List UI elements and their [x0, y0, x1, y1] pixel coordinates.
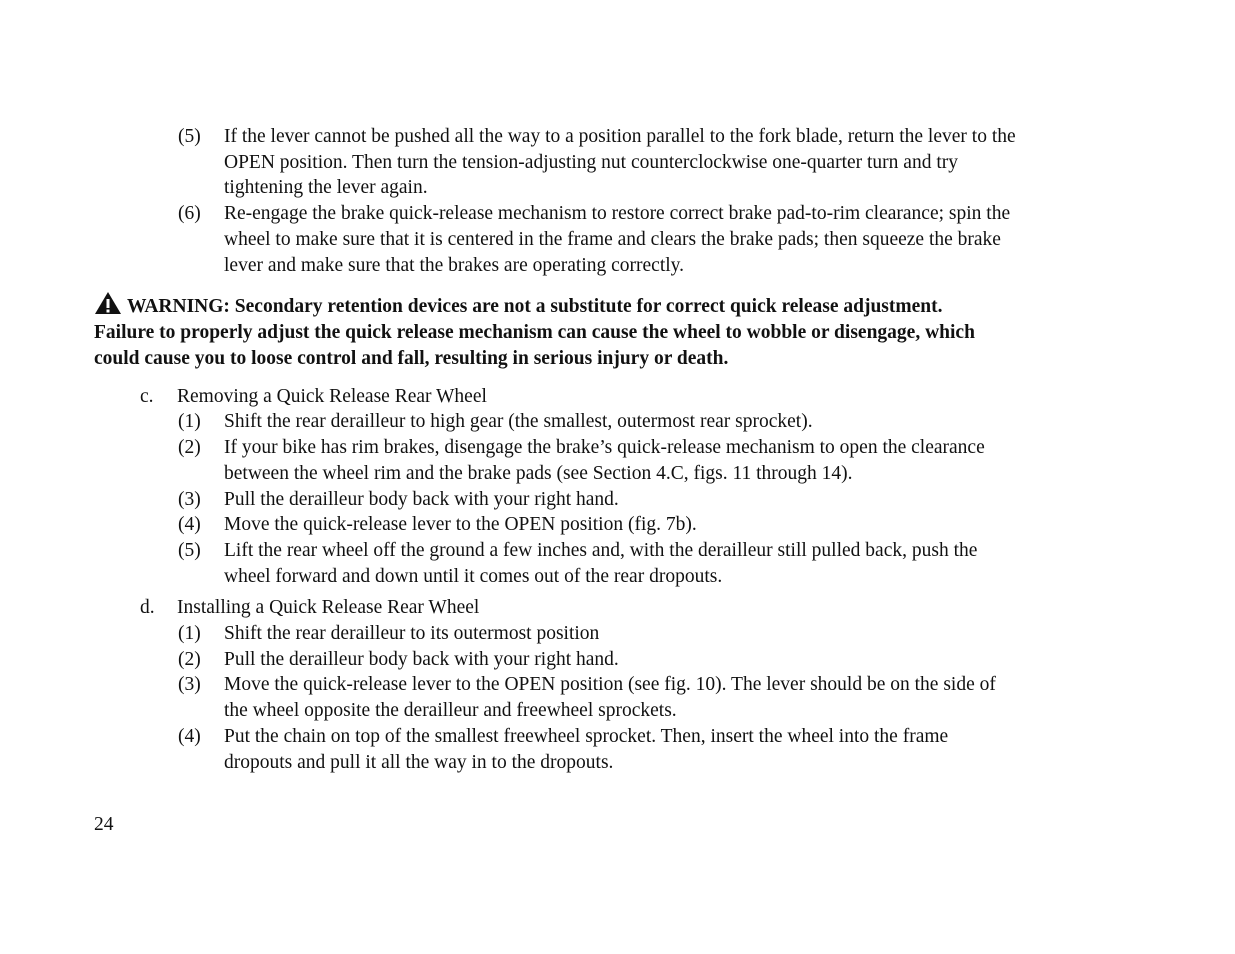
item-text-line: lever and make sure that the brakes are operating correctly. [224, 255, 685, 276]
item-text-line: Re-engage the brake quick-release mechanism to restore correct brake pad-to-rim clearance; spin the [224, 203, 1011, 224]
item-number: (5) [178, 126, 201, 147]
warning-text-line: WARNING: Secondary retention devices are not a substitute for correct quick release adjustment. [127, 296, 943, 317]
item-number: (3) [178, 674, 201, 695]
item-text-line: Put the chain on top of the smallest freewheel sprocket. Then, insert the wheel into the frame [224, 726, 949, 747]
section-title: Installing a Quick Release Rear Wheel [177, 597, 480, 618]
item-text-line: between the wheel rim and the brake pads (see Section 4.C, figs. 11 through 14). [224, 463, 853, 484]
section-letter: d. [140, 597, 155, 618]
warning-text-line: Failure to properly adjust the quick release mechanism can cause the wheel to wobble or disengage, which [94, 322, 975, 343]
section-title: Removing a Quick Release Rear Wheel [177, 386, 487, 407]
item-number: (4) [178, 726, 201, 747]
item-number: (5) [178, 540, 201, 561]
item-number: (2) [178, 649, 201, 670]
item-text-line: Shift the rear derailleur to high gear (the smallest, outermost rear sprocket). [224, 411, 813, 432]
item-text-line: wheel to make sure that it is centered in the frame and clears the brake pads; then squeeze the brake [224, 229, 1001, 250]
item-number: (2) [178, 437, 201, 458]
item-text-line: Pull the derailleur body back with your right hand. [224, 489, 619, 510]
warning-triangle-icon [94, 291, 122, 315]
item-number: (4) [178, 514, 201, 535]
item-text-line: Pull the derailleur body back with your right hand. [224, 649, 619, 670]
item-number: (1) [178, 411, 201, 432]
item-text-line: Move the quick-release lever to the OPEN position (fig. 7b). [224, 514, 697, 535]
item-text-line: OPEN position. Then turn the tension-adjusting nut counterclockwise one-quarter turn and try [224, 152, 958, 173]
item-text-line: Shift the rear derailleur to its outermost position [224, 623, 600, 644]
item-text-line: Lift the rear wheel off the ground a few inches and, with the derailleur still pulled back, push the [224, 540, 978, 561]
section-letter: c. [140, 386, 154, 407]
item-number: (3) [178, 489, 201, 510]
warning-text-line: could cause you to loose control and fall, resulting in serious injury or death. [94, 348, 729, 369]
item-text-line: tightening the lever again. [224, 177, 428, 198]
item-text-line: the wheel opposite the derailleur and freewheel sprockets. [224, 700, 677, 721]
item-text-line: If your bike has rim brakes, disengage the brake’s quick-release mechanism to open the clearance [224, 437, 985, 458]
item-text-line: dropouts and pull it all the way in to the dropouts. [224, 752, 614, 773]
item-number: (1) [178, 623, 201, 644]
item-number: (6) [178, 203, 201, 224]
item-text-line: If the lever cannot be pushed all the way to a position parallel to the fork blade, return the lever to the [224, 126, 1016, 147]
item-text-line: wheel forward and down until it comes out of the rear dropouts. [224, 566, 723, 587]
page-number: 24 [94, 814, 114, 835]
item-text-line: Move the quick-release lever to the OPEN position (see fig. 10). The lever should be on the side of [224, 674, 996, 695]
